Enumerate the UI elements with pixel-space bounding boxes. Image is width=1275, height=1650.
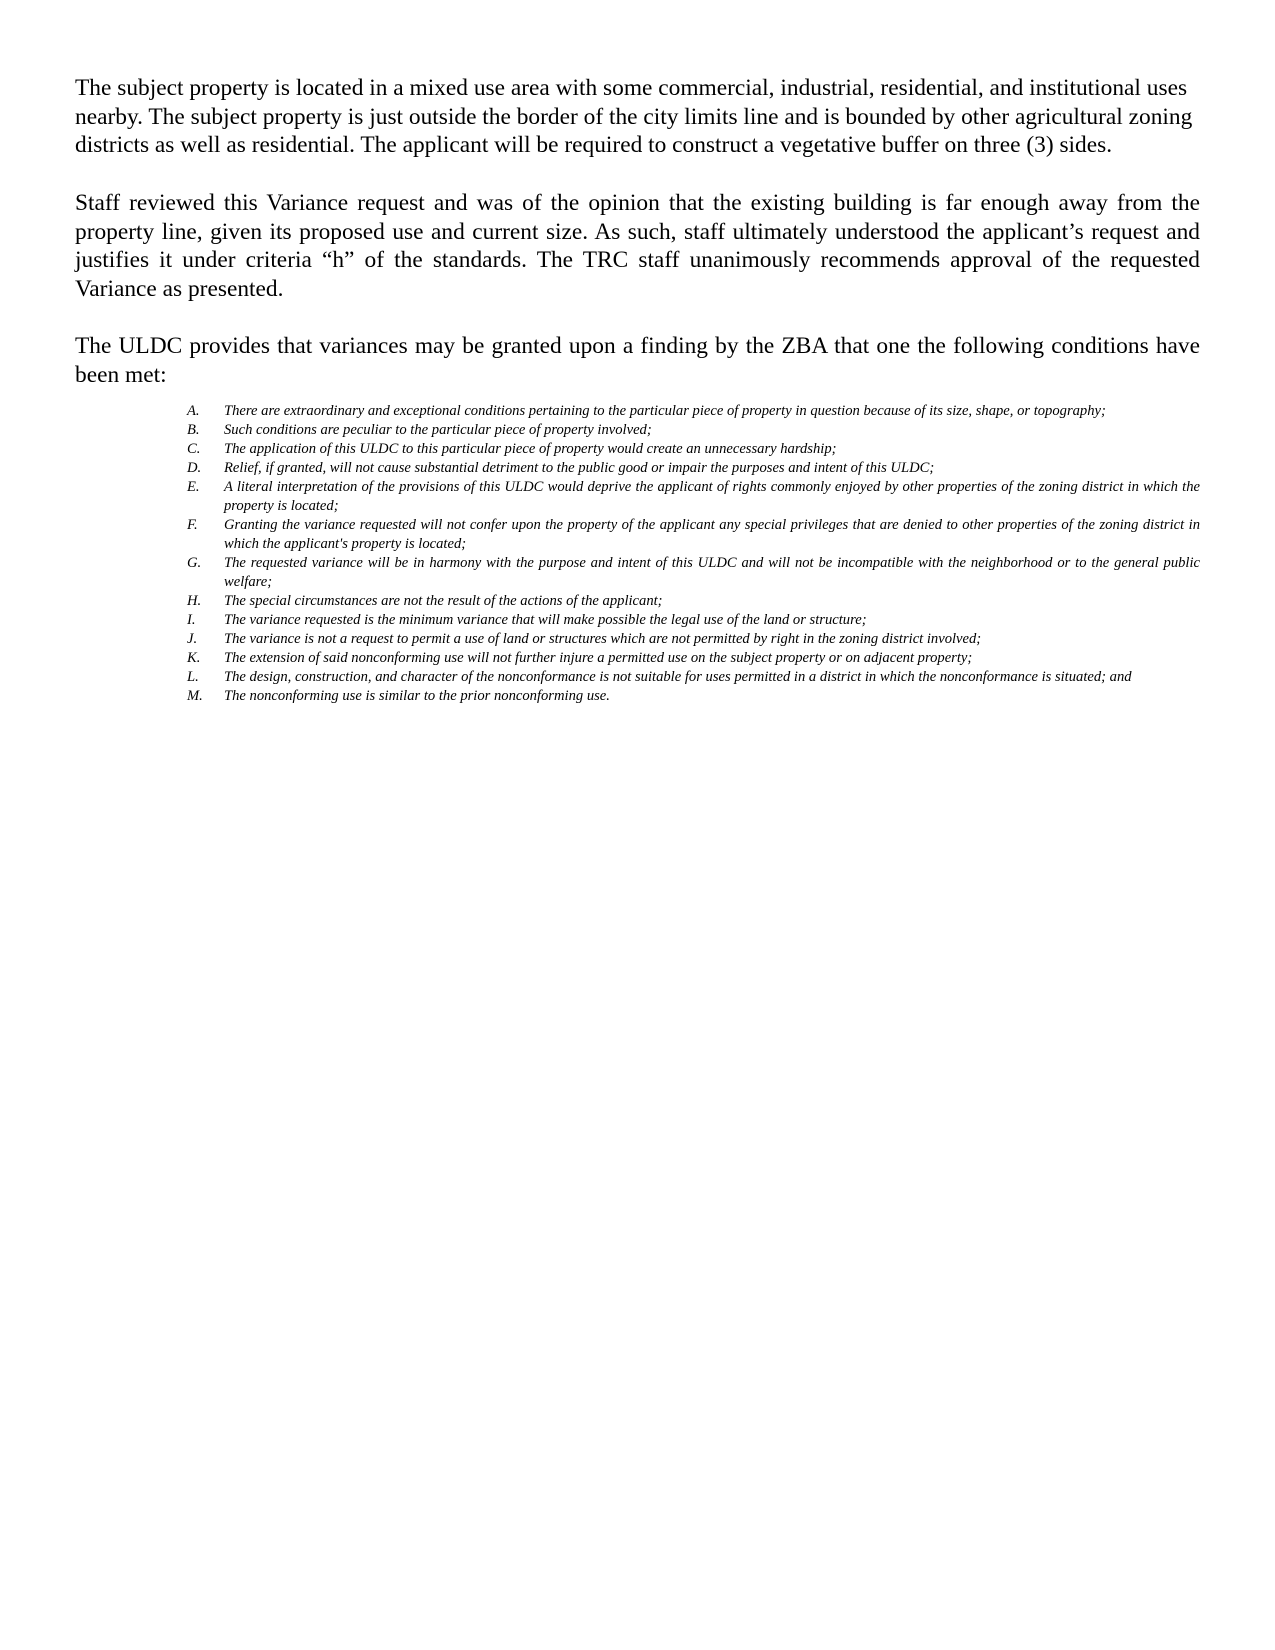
paragraph-property-location: The subject property is located in a mixed use area with some commercial, industrial, residential, and institutional uses nearby. The subject property is just outside the border of the city limits line and is bounded by other agricultural zoning districts as well as residential. The applicant will be required to construct a vegetative buffer on three (3) sides. [75, 75, 1193, 159]
condition-item [187, 478, 1200, 516]
condition-text: The application of this ULDC to this particular piece of property would create an unnecessary hardship; [224, 440, 837, 457]
condition-letter: F. [187, 516, 198, 533]
condition-text: Granting the variance requested will not confer upon the property of the applicant any special privileges that are denied to other properties of the zoning district in which the applicant's property is located; [224, 516, 1200, 552]
condition-text: Such conditions are peculiar to the particular piece of property involved; [224, 421, 652, 438]
condition-text: A literal interpretation of the provisions of this ULDC would deprive the applicant of rights commonly enjoyed by other properties of the zoning district in which the property is located; [224, 478, 1200, 514]
condition-text: The special circumstances are not the result of the actions of the applicant; [224, 592, 663, 609]
condition-text: The design, construction, and character of the nonconformance is not suitable for uses permitted in a district in which the nonconformance is situated; and [224, 668, 1132, 685]
condition-letter: D. [187, 459, 202, 476]
condition-letter: K. [187, 649, 201, 666]
condition-item [187, 592, 1200, 611]
condition-letter: G. [187, 554, 202, 571]
paragraph-uldc-provision: The ULDC provides that variances may be granted upon a finding by the ZBA that one the following conditions have been met: [75, 333, 1200, 388]
paragraph-staff-review: Staff reviewed this Variance request and was of the opinion that the existing building is far enough away from the property line, given its proposed use and current size. As such, staff ultimately understood the applicant’s request and justifies it under criteria “h” of the standards. The TRC staff unanimously recommends approval of the requested Variance as presented. [75, 189, 1200, 302]
document-page [75, 74, 1200, 706]
condition-item [187, 649, 1200, 668]
condition-item [187, 516, 1200, 554]
condition-item [187, 611, 1200, 630]
condition-item [187, 421, 1200, 440]
condition-letter: I. [187, 611, 196, 628]
conditions-list [75, 402, 1200, 706]
condition-item [187, 402, 1200, 421]
condition-item [187, 440, 1200, 459]
condition-letter: C. [187, 440, 201, 457]
condition-item [187, 630, 1200, 649]
condition-letter: E. [187, 478, 200, 495]
condition-letter: J. [187, 630, 198, 647]
condition-item [187, 554, 1200, 592]
condition-item [187, 459, 1200, 478]
condition-text: The extension of said nonconforming use will not further injure a permitted use on the subject property or on adjacent property; [224, 649, 973, 666]
condition-text: There are extraordinary and exceptional conditions pertaining to the particular piece of property in question because of its size, shape, or topography; [224, 402, 1106, 419]
condition-item [187, 687, 1200, 706]
condition-text: The requested variance will be in harmony with the purpose and intent of this ULDC and will not be incompatible with the neighborhood or to the general public welfare; [224, 554, 1200, 590]
condition-letter: M. [187, 687, 203, 704]
condition-text: Relief, if granted, will not cause substantial detriment to the public good or impair the purposes and intent of this ULDC; [224, 459, 935, 476]
paragraph-spacer [75, 160, 1200, 189]
condition-letter: A. [187, 402, 200, 419]
paragraph-spacer [75, 304, 1200, 333]
condition-text: The variance is not a request to permit a use of land or structures which are not permitted by right in the zoning district involved; [224, 630, 982, 647]
condition-text: The nonconforming use is similar to the prior nonconforming use. [224, 687, 610, 704]
condition-letter: H. [187, 592, 202, 609]
condition-letter: L. [187, 668, 199, 685]
condition-item [187, 668, 1200, 687]
condition-text: The variance requested is the minimum variance that will make possible the legal use of the land or structure; [224, 611, 867, 628]
condition-letter: B. [187, 421, 200, 438]
